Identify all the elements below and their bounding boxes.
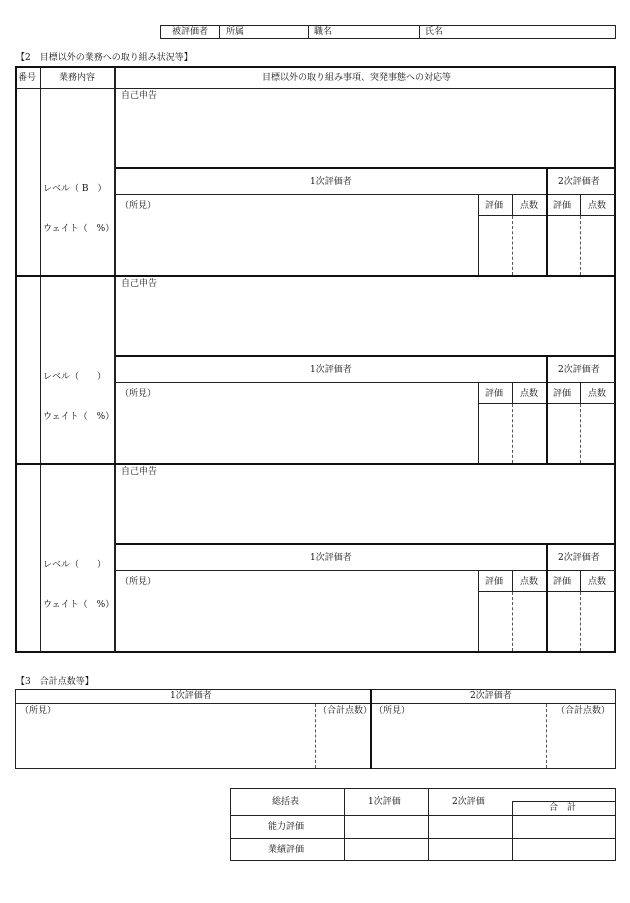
weight-label: ウェイト（ %） [43, 224, 115, 234]
s3-opinion: （所見） [374, 706, 411, 716]
s3-second-evaluator: 2次評価者 [470, 691, 512, 701]
points-divider [512, 571, 513, 592]
section2-title: 【2 目標以外の業務への取り組み状況等】 [16, 53, 193, 63]
points-divider [580, 404, 581, 463]
points-label: 点数 [520, 201, 539, 211]
summary-total: 合 計 [549, 803, 577, 813]
points-divider [512, 592, 513, 651]
summary-col-line [428, 789, 429, 860]
second-evaluator-label: 2次評価者 [558, 365, 600, 375]
rating-label: 評価 [553, 577, 572, 587]
block-separator [16, 275, 615, 277]
points-label: 点数 [588, 201, 607, 211]
points-divider [512, 404, 513, 463]
points-divider [580, 216, 581, 275]
col-number: 番号 [18, 73, 37, 83]
s3-opinion: （所見） [20, 706, 57, 716]
evaluator-header-line [116, 355, 615, 357]
summary-total-header-line [512, 801, 615, 802]
points-divider [580, 571, 581, 592]
header-divider [419, 25, 420, 39]
first-evaluator-label: 1次評価者 [310, 365, 352, 375]
evaluator-header-line [116, 543, 615, 545]
col-task: 業務内容 [59, 73, 96, 83]
summary-title: 総括表 [272, 797, 300, 807]
rating-label: 評価 [553, 389, 572, 399]
points-label: 点数 [520, 389, 539, 399]
summary-col-line [512, 801, 513, 860]
level-label: レベル（ ） [43, 560, 107, 570]
rating-label: 評価 [485, 389, 504, 399]
summary-row-ability: 能力評価 [268, 822, 305, 832]
second-evaluator-label: 2次評価者 [558, 553, 600, 563]
points-divider [580, 592, 581, 651]
evaluator-divider [546, 545, 548, 651]
evaluator-subheader-line [116, 382, 615, 383]
second-evaluator-label: 2次評価者 [558, 177, 600, 187]
section3-title: 【3 合計点数等】 [16, 677, 94, 687]
evaluator-divider [478, 195, 479, 275]
points-divider [512, 195, 513, 216]
points-divider [580, 195, 581, 216]
points-divider [580, 383, 581, 404]
total-points-divider [546, 704, 547, 768]
name-label: 氏名 [425, 27, 444, 37]
level-label: レベル（ B ） [43, 184, 107, 194]
s3-total-points: （合計点数） [556, 706, 611, 716]
evaluator-divider [478, 571, 479, 651]
col-divider [114, 67, 116, 652]
rating-label: 評価 [485, 201, 504, 211]
first-evaluator-label: 1次評価者 [310, 177, 352, 187]
points-divider [512, 383, 513, 404]
evaluator-divider [546, 357, 548, 463]
evaluatee-label: 被評価者 [172, 27, 209, 37]
summary-row-line [231, 815, 615, 816]
s3-total-points: （合計点数） [318, 706, 373, 716]
first-evaluator-label: 1次評価者 [310, 553, 352, 563]
evaluator-header-line [116, 167, 615, 169]
col-divider [40, 67, 41, 652]
rating-label: 評価 [485, 577, 504, 587]
col-detail: 目標以外の取り組み事項、突発事態への対応等 [262, 73, 452, 83]
summary-second: 2次評価 [452, 797, 485, 807]
level-label: レベル（ ） [43, 372, 107, 382]
points-label: 点数 [520, 577, 539, 587]
evaluator-subheader-line [116, 194, 615, 195]
position-label: 職名 [314, 27, 333, 37]
opinion-label: （所見） [120, 201, 157, 211]
summary-first: 1次評価 [368, 797, 401, 807]
affiliation-label: 所属 [226, 27, 245, 37]
s3-first-evaluator: 1次評価者 [170, 691, 212, 701]
weight-label: ウェイト（ %） [43, 600, 115, 610]
self-report-label: 自己申告 [121, 279, 158, 289]
block-separator [16, 463, 615, 465]
header-divider [219, 25, 220, 39]
total-points-divider [315, 704, 316, 768]
summary-row-line [231, 838, 615, 839]
summary-row-performance: 業績評価 [268, 845, 305, 855]
points-divider [512, 216, 513, 275]
rating-label: 評価 [553, 201, 572, 211]
summary-col-line [344, 789, 345, 860]
evaluator-divider [546, 169, 548, 275]
evaluator-divider [478, 383, 479, 463]
self-report-label: 自己申告 [121, 467, 158, 477]
section3-divider [370, 689, 372, 769]
points-label: 点数 [588, 389, 607, 399]
header-divider [308, 25, 309, 39]
evaluator-subheader-line [116, 570, 615, 571]
weight-label: ウェイト（ %） [43, 412, 115, 422]
self-report-label: 自己申告 [121, 91, 158, 101]
section2-header-line [16, 88, 615, 89]
opinion-label: （所見） [120, 389, 157, 399]
opinion-label: （所見） [120, 577, 157, 587]
points-label: 点数 [588, 577, 607, 587]
